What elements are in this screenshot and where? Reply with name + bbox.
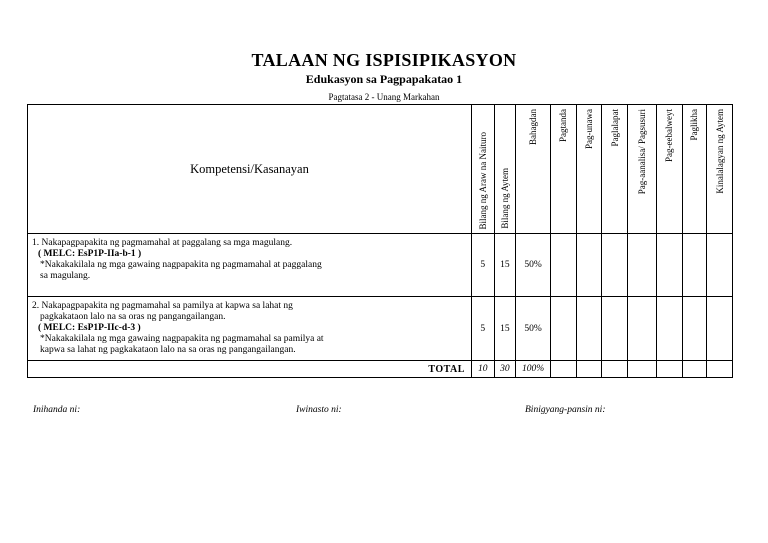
column-header-items: Bilang ng Aytem	[494, 105, 516, 234]
column-header-understanding: Pag-unawa	[576, 105, 602, 234]
days-cell: 5	[471, 297, 494, 361]
days-cell: 5	[471, 234, 494, 297]
total-row	[28, 361, 733, 378]
competency-cell: 2. Nakapagpapakita ng pagmamahal sa pamilya at kapwa sa lahat ng pagkakataon lalo na sa oras ng pangangailangan. ( MELC: EsP1P-IIc-d-3 ) *Nakakakilala ng mga gawaing nagpapakita ng pagmamahal sa pamilya at kapwa sa lahat ng pagkakataon lalo na sa oras ng pangangailangan.	[28, 297, 472, 361]
table-row	[28, 297, 733, 361]
column-header-remembering: Pagtanda	[551, 105, 577, 234]
melc-code: ( MELC: EsP1P-IIc-d-3 )	[38, 323, 141, 333]
items-cell: 15	[494, 297, 516, 361]
total-days: 10	[471, 361, 494, 378]
column-header-days: Bilang ng Araw na Naituro	[471, 105, 494, 234]
column-header-item-placement: Kinalalagyan ng Aytem	[707, 105, 733, 234]
total-percent: 100%	[516, 361, 551, 378]
column-header-analyzing: Pag-aanalisa/ Pagsusuri	[628, 105, 657, 234]
percent-cell: 50%	[516, 297, 551, 361]
column-header-creating: Paglikha	[682, 105, 707, 234]
total-items: 30	[494, 361, 516, 378]
column-header-percent: Bahagdan	[516, 105, 551, 234]
table-header-row	[28, 105, 733, 234]
checked-by-label: Iwinasto ni:	[296, 405, 342, 415]
total-label: TOTAL	[28, 361, 472, 378]
items-cell: 15	[494, 234, 516, 297]
specification-table	[27, 104, 733, 378]
column-header-applying: Paglalapat	[602, 105, 628, 234]
table-row	[28, 234, 733, 297]
competency-header: Kompetensi/Kasanayan	[28, 105, 472, 234]
competency-cell: 1. Nakapagpapakita ng pagmamahal at paggalang sa mga magulang. ( MELC: EsP1P-IIa-b-1 ) *Nakakakilala ng mga gawaing nagpapakita ng pagmamahal at paggalang sa magulang.	[28, 234, 472, 297]
percent-cell: 50%	[516, 234, 551, 297]
prepared-by-label: Inihanda ni:	[33, 405, 81, 415]
column-header-evaluating: Pag-eebalweyt	[656, 105, 682, 234]
document-title: TALAAN NG ISPISIPIKASYON	[251, 50, 517, 70]
assessment-period: Pagtatasa 2 - Unang Markahan	[328, 92, 440, 102]
melc-code: ( MELC: EsP1P-IIa-b-1 )	[38, 249, 142, 259]
noted-by-label: Binigyang-pansin ni:	[525, 405, 606, 415]
document-subtitle: Edukasyon sa Pagpapakatao 1	[305, 72, 463, 86]
